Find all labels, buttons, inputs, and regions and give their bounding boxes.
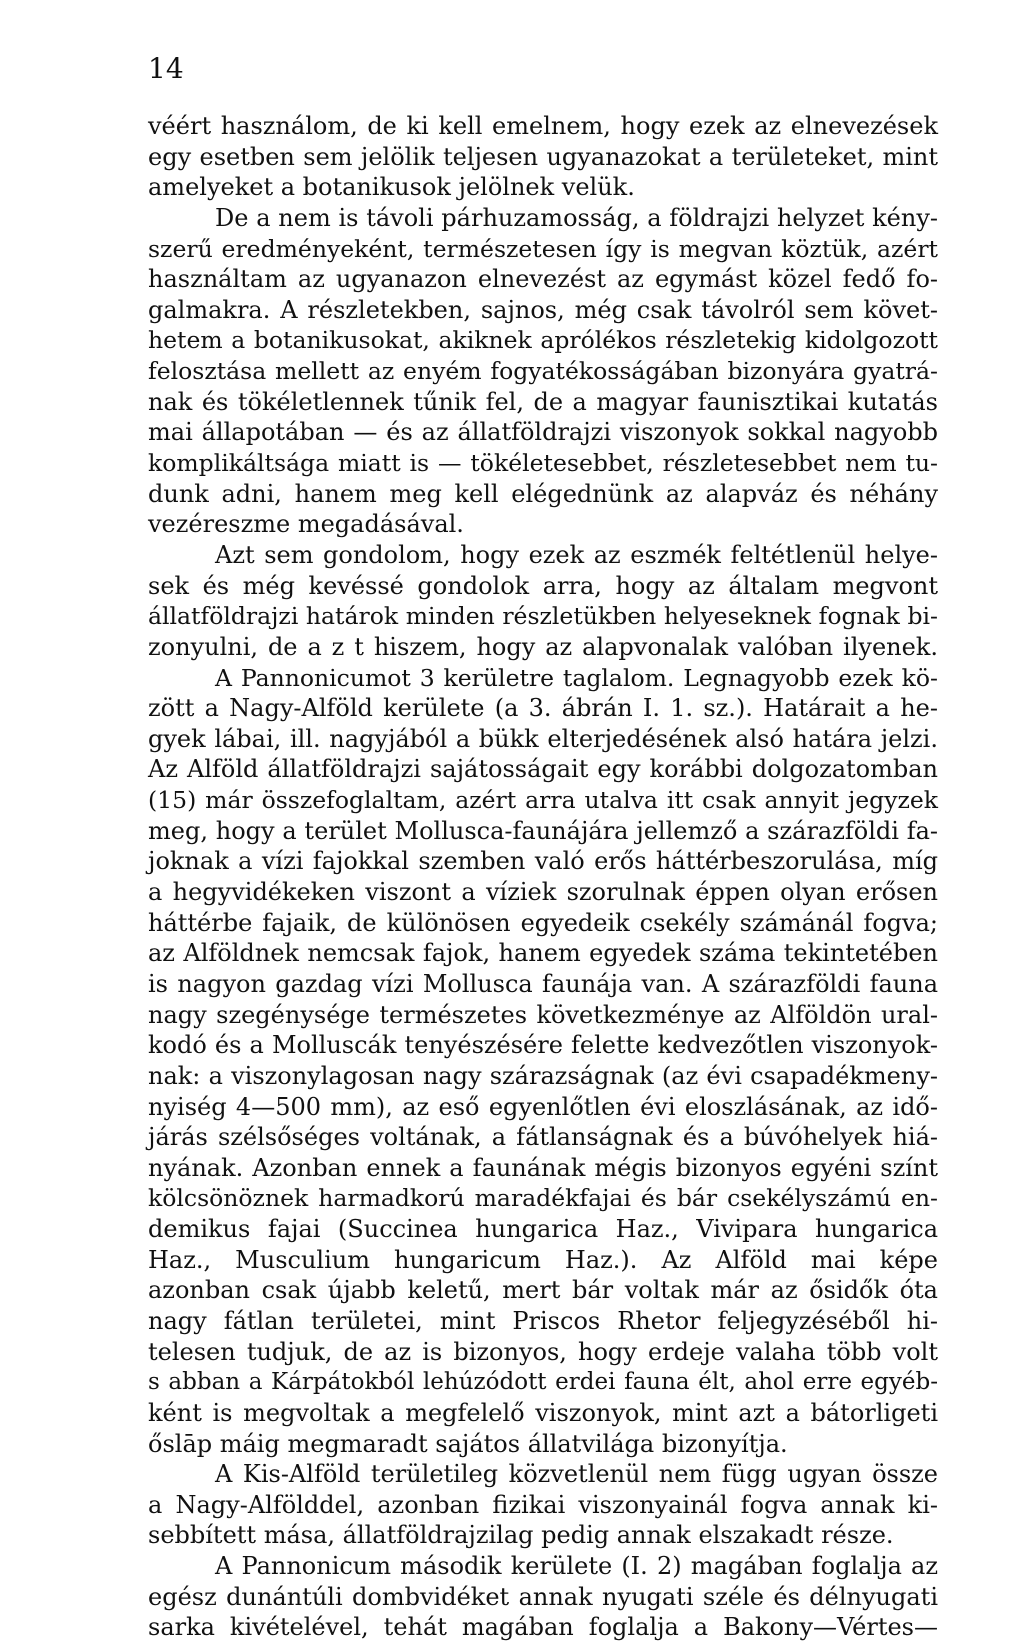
text-line: A Pannonicum második kerülete (I. 2) magában foglalja az [215, 1552, 938, 1581]
text-line: vezéreszme megadásával. [148, 510, 464, 539]
text-line: az Alföldnek nemcsak fajok, hanem egyedek száma tekintetében [148, 939, 938, 968]
paragraph-6 [148, 1551, 938, 1643]
page-number: 14 [148, 52, 184, 85]
text-line: sebbített mása, állatföldrajzilag pedig annak elszakadt része. [148, 1521, 894, 1550]
text-line: nagy szegénysége természetes következménye az Alföldön ural- [148, 1000, 938, 1029]
text-line: sek és még kevéssé gondolok arra, hogy az általam megvont [148, 571, 938, 600]
paragraph-3 [148, 540, 938, 663]
text-line: sarka kivételével, tehát magában foglalja a Bakony—Vértes— [148, 1613, 938, 1642]
paragraph-4 [148, 663, 938, 1460]
text-line: (15) már összefoglaltam, azért arra utalva itt csak annyit jegyzek [148, 786, 938, 815]
text-line: A Kis-Alföld területileg közvetlenül nem függ ugyan össze [215, 1460, 938, 1489]
text-line: felosztása mellett az enyém fogyatékosságában bizonyára gyatrá- [148, 357, 938, 386]
text-line: telesen tudjuk, de az is bizonyos, hogy erdeje valaha több volt [148, 1337, 938, 1366]
text-line: De a nem is távoli párhuzamosság, a földrajzi helyzet kény- [215, 203, 938, 232]
text-line: nyának. Azonban ennek a faunának mégis bizonyos egyéni színt [148, 1153, 938, 1182]
text-line: szerű eredményeként, természetesen így is megvan köztük, azért [148, 234, 938, 263]
text-line: nagy fátlan területei, mint Priscos Rhetor feljegyzéséből hi- [148, 1306, 938, 1335]
text-line: háttérbe fajaik, de különösen egyedeik csekély számánál fogva; [148, 908, 938, 937]
text-line: a Nagy-Alfölddel, azonban fizikai viszonyainál fogva annak ki- [148, 1490, 938, 1519]
text-line: Haz., Musculium hungaricum Haz.). Az Alföld mai képe [148, 1245, 938, 1274]
body-text [148, 111, 938, 1643]
text-line: Az Alföld állatföldrajzi sajátosságait egy korábbi dolgozatomban [148, 755, 938, 784]
text-line: zött a Nagy-Alföld kerülete (a 3. ábrán I. 1. sz.). Határait a he- [148, 694, 938, 723]
text-line: s abban a Kárpátokból lehúzódott erdei fauna élt, ahol erre egyéb- [148, 1369, 938, 1396]
text-line: egész dunántúli dombvidéket annak nyugati széle és délnyugati [148, 1582, 938, 1611]
text-line: Azt sem gondolom, hogy ezek az eszmék feltétlenül helye- [215, 540, 938, 569]
paragraph-2 [148, 203, 938, 540]
text-line: egy esetben sem jelölik teljesen ugyanazokat a területeket, mint [148, 142, 938, 171]
text-line: nak és tökéletlennek tűnik fel, de a magyar faunisztikai kutatás [148, 387, 938, 416]
paragraph-1 [148, 111, 938, 203]
text-line: galmakra. A részletekben, sajnos, még csak távolról sem követ- [148, 295, 938, 324]
text-line: A Pannonicumot 3 kerületre taglalom. Legnagyobb ezek kö- [215, 663, 938, 692]
text-line: ként is megvoltak a megfelelő viszonyok, mint azt a bátorligeti [148, 1398, 938, 1427]
text-line: komplikáltsága miatt is — tökéletesebbet, részletesebbet nem tu- [148, 449, 938, 478]
text-line: meg, hogy a terület Mollusca-faunájára jellemző a szárazföldi fa- [148, 816, 938, 845]
text-line: állatföldrajzi határok minden részletükben helyeseknek fognak bi- [148, 602, 938, 631]
text-line: is nagyon gazdag vízi Mollusca faunája van. A szárazföldi fauna [148, 969, 938, 998]
text-line: nyiség 4—500 mm), az eső egyenlőtlen évi eloszlásának, az idő- [148, 1092, 938, 1121]
text-line: használtam az ugyanazon elnevezést az egymást közel fedő fo- [148, 265, 938, 294]
text-line: azonban csak újabb keletű, mert bár voltak már az ősidők óta [148, 1276, 938, 1305]
paragraph-5 [148, 1459, 938, 1551]
text-line: kölcsönöznek harmadkorú maradékfajai és bár csekélyszámú en- [148, 1184, 938, 1213]
text-line: zonyulni, de a z t hiszem, hogy az alapvonalak valóban ilyenek. [148, 632, 938, 661]
text-line: gyek lábai, ill. nagyjából a bükk elterjedésének alsó határa jelzi. [148, 724, 938, 753]
text-line: járás szélsőséges voltának, a fátlanságnak és a búvóhelyek hiá- [148, 1123, 938, 1152]
text-line: kodó és a Molluscák tenyészésére felette kedvezőtlen viszonyok- [148, 1031, 938, 1060]
text-line: demikus fajai (Succinea hungarica Haz., Vivipara hungarica [148, 1215, 938, 1244]
text-line: nak: a viszonylagosan nagy szárazságnak (az évi csapadékmeny- [148, 1061, 938, 1090]
text-line: dunk adni, hanem meg kell elégednünk az alapváz és néhány [148, 479, 938, 508]
text-line: a hegyvidékeken viszont a víziek szorulnak éppen olyan erősen [148, 878, 938, 907]
text-line: hetem a botanikusokat, akiknek aprólékos részletekig kidolgozott [148, 326, 938, 355]
text-line: őslāp máig megmaradt sajátos állatvilága bizonyítja. [148, 1429, 788, 1458]
text-line: véért használom, de ki kell emelnem, hogy ezek az elnevezések [148, 112, 938, 140]
text-line: amelyeket a botanikusok jelölnek velük. [148, 173, 635, 202]
text-line: mai állapotában — és az állatföldrajzi viszonyok sokkal nagyobb [148, 418, 938, 447]
text-line: joknak a vízi fajokkal szemben való erős háttérbeszorulása, míg [148, 847, 938, 876]
